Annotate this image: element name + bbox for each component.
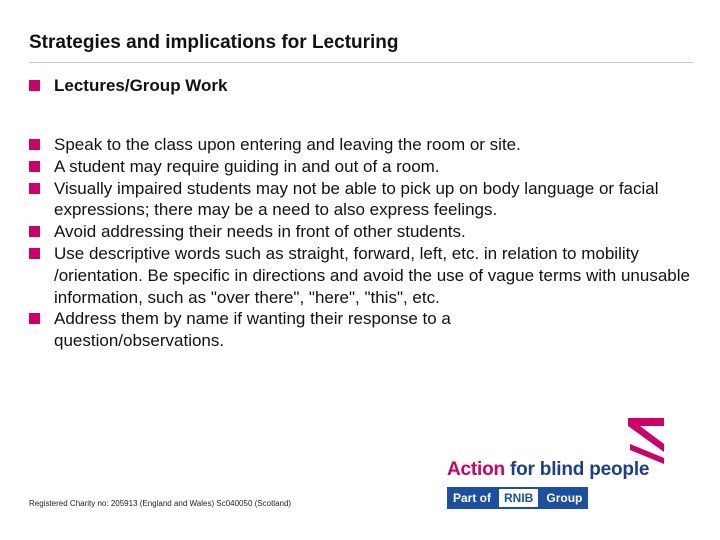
- list-item: [29, 134, 693, 156]
- logo-rnib: RNIB: [499, 489, 538, 507]
- section-heading: [29, 75, 228, 97]
- logo-part-of: Part of: [453, 491, 492, 505]
- list-item-text: Avoid addressing their needs in front of other students.: [54, 222, 466, 242]
- logo-wordmark: [447, 459, 649, 481]
- square-bullet-icon: [29, 226, 40, 237]
- square-bullet-icon: [29, 161, 40, 172]
- list-item-text: Speak to the class upon entering and leaving the room or site.: [54, 135, 521, 154]
- triangle-mark-icon: [620, 414, 672, 464]
- charity-logo: [442, 414, 678, 516]
- list-item-text: A student may require guiding in and out of a room.: [54, 156, 440, 176]
- list-item: [29, 308, 693, 352]
- square-bullet-icon: [29, 183, 40, 194]
- bullet-list: [29, 134, 693, 352]
- slide-title: Strategies and implications for Lecturing: [29, 32, 399, 53]
- logo-group-bar: [447, 487, 588, 509]
- logo-group: Group: [546, 491, 583, 505]
- charity-footer: Registered Charity no: 205913 (England and Wales) Sc040050 (Scotland): [29, 499, 292, 508]
- list-item-text: Use descriptive words such as straight, forward, left, etc. in relation to mobility /orientation. Be specific in directions and avoid the use of vague terms with unusable information, such as "over there", "here", "this", etc.: [54, 243, 690, 307]
- list-item: [29, 178, 693, 222]
- list-item-text: Visually impaired students may not be able to pick up on body language or facial expressions; there may be a need to also express feelings.: [54, 178, 659, 220]
- square-bullet-icon: [29, 313, 40, 324]
- list-item: [29, 221, 693, 243]
- list-item: [29, 156, 693, 178]
- logo-word-action: Action: [447, 459, 505, 480]
- list-item-text: Address them by name if wanting their response to a question/observations.: [54, 309, 451, 351]
- title-divider: [29, 62, 693, 63]
- square-bullet-icon: [29, 248, 40, 259]
- logo-word-rest: for blind people: [504, 459, 650, 480]
- square-bullet-icon: [29, 139, 40, 150]
- list-item: [29, 243, 693, 308]
- square-bullet-icon: [29, 80, 40, 91]
- section-heading-label: Lectures/Group Work: [54, 76, 228, 95]
